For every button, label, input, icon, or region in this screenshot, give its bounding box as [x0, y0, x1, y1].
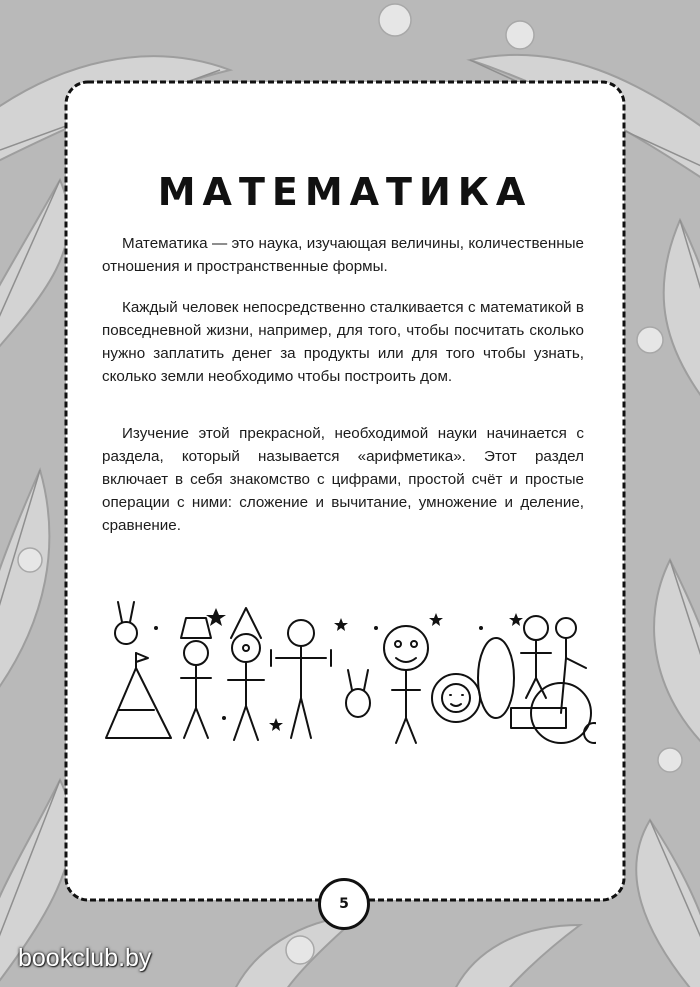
watermark-text: bookclub.by	[18, 944, 152, 972]
paragraph-definition: Математика — это наука, изучающая величины, количественные отношения и пространственные формы.	[102, 235, 584, 275]
page-frame	[62, 78, 628, 912]
circus-line-art-illustration	[96, 598, 596, 748]
page-number: 5	[318, 878, 370, 930]
paragraph-arithmetic: Изучение этой прекрасной, необходимой науки начинается с раздела, который называется «арифметика». Этот раздел включает в себя знакомство с цифрами, простой счёт и простые операции с ними: сложение и вычитание, умножение и деление, сравнение.	[102, 425, 584, 534]
paragraph-everyday-math: Каждый человек непосредственно сталкивается с математикой в повседневной жизни, например, для того, чтобы посчитать сколько нужно заплатить денег за продукты или для того чтобы узнать, сколько земли необходимо чтобы построить дом.	[102, 299, 584, 385]
page-title: МАТЕМАТИКА	[157, 170, 533, 214]
